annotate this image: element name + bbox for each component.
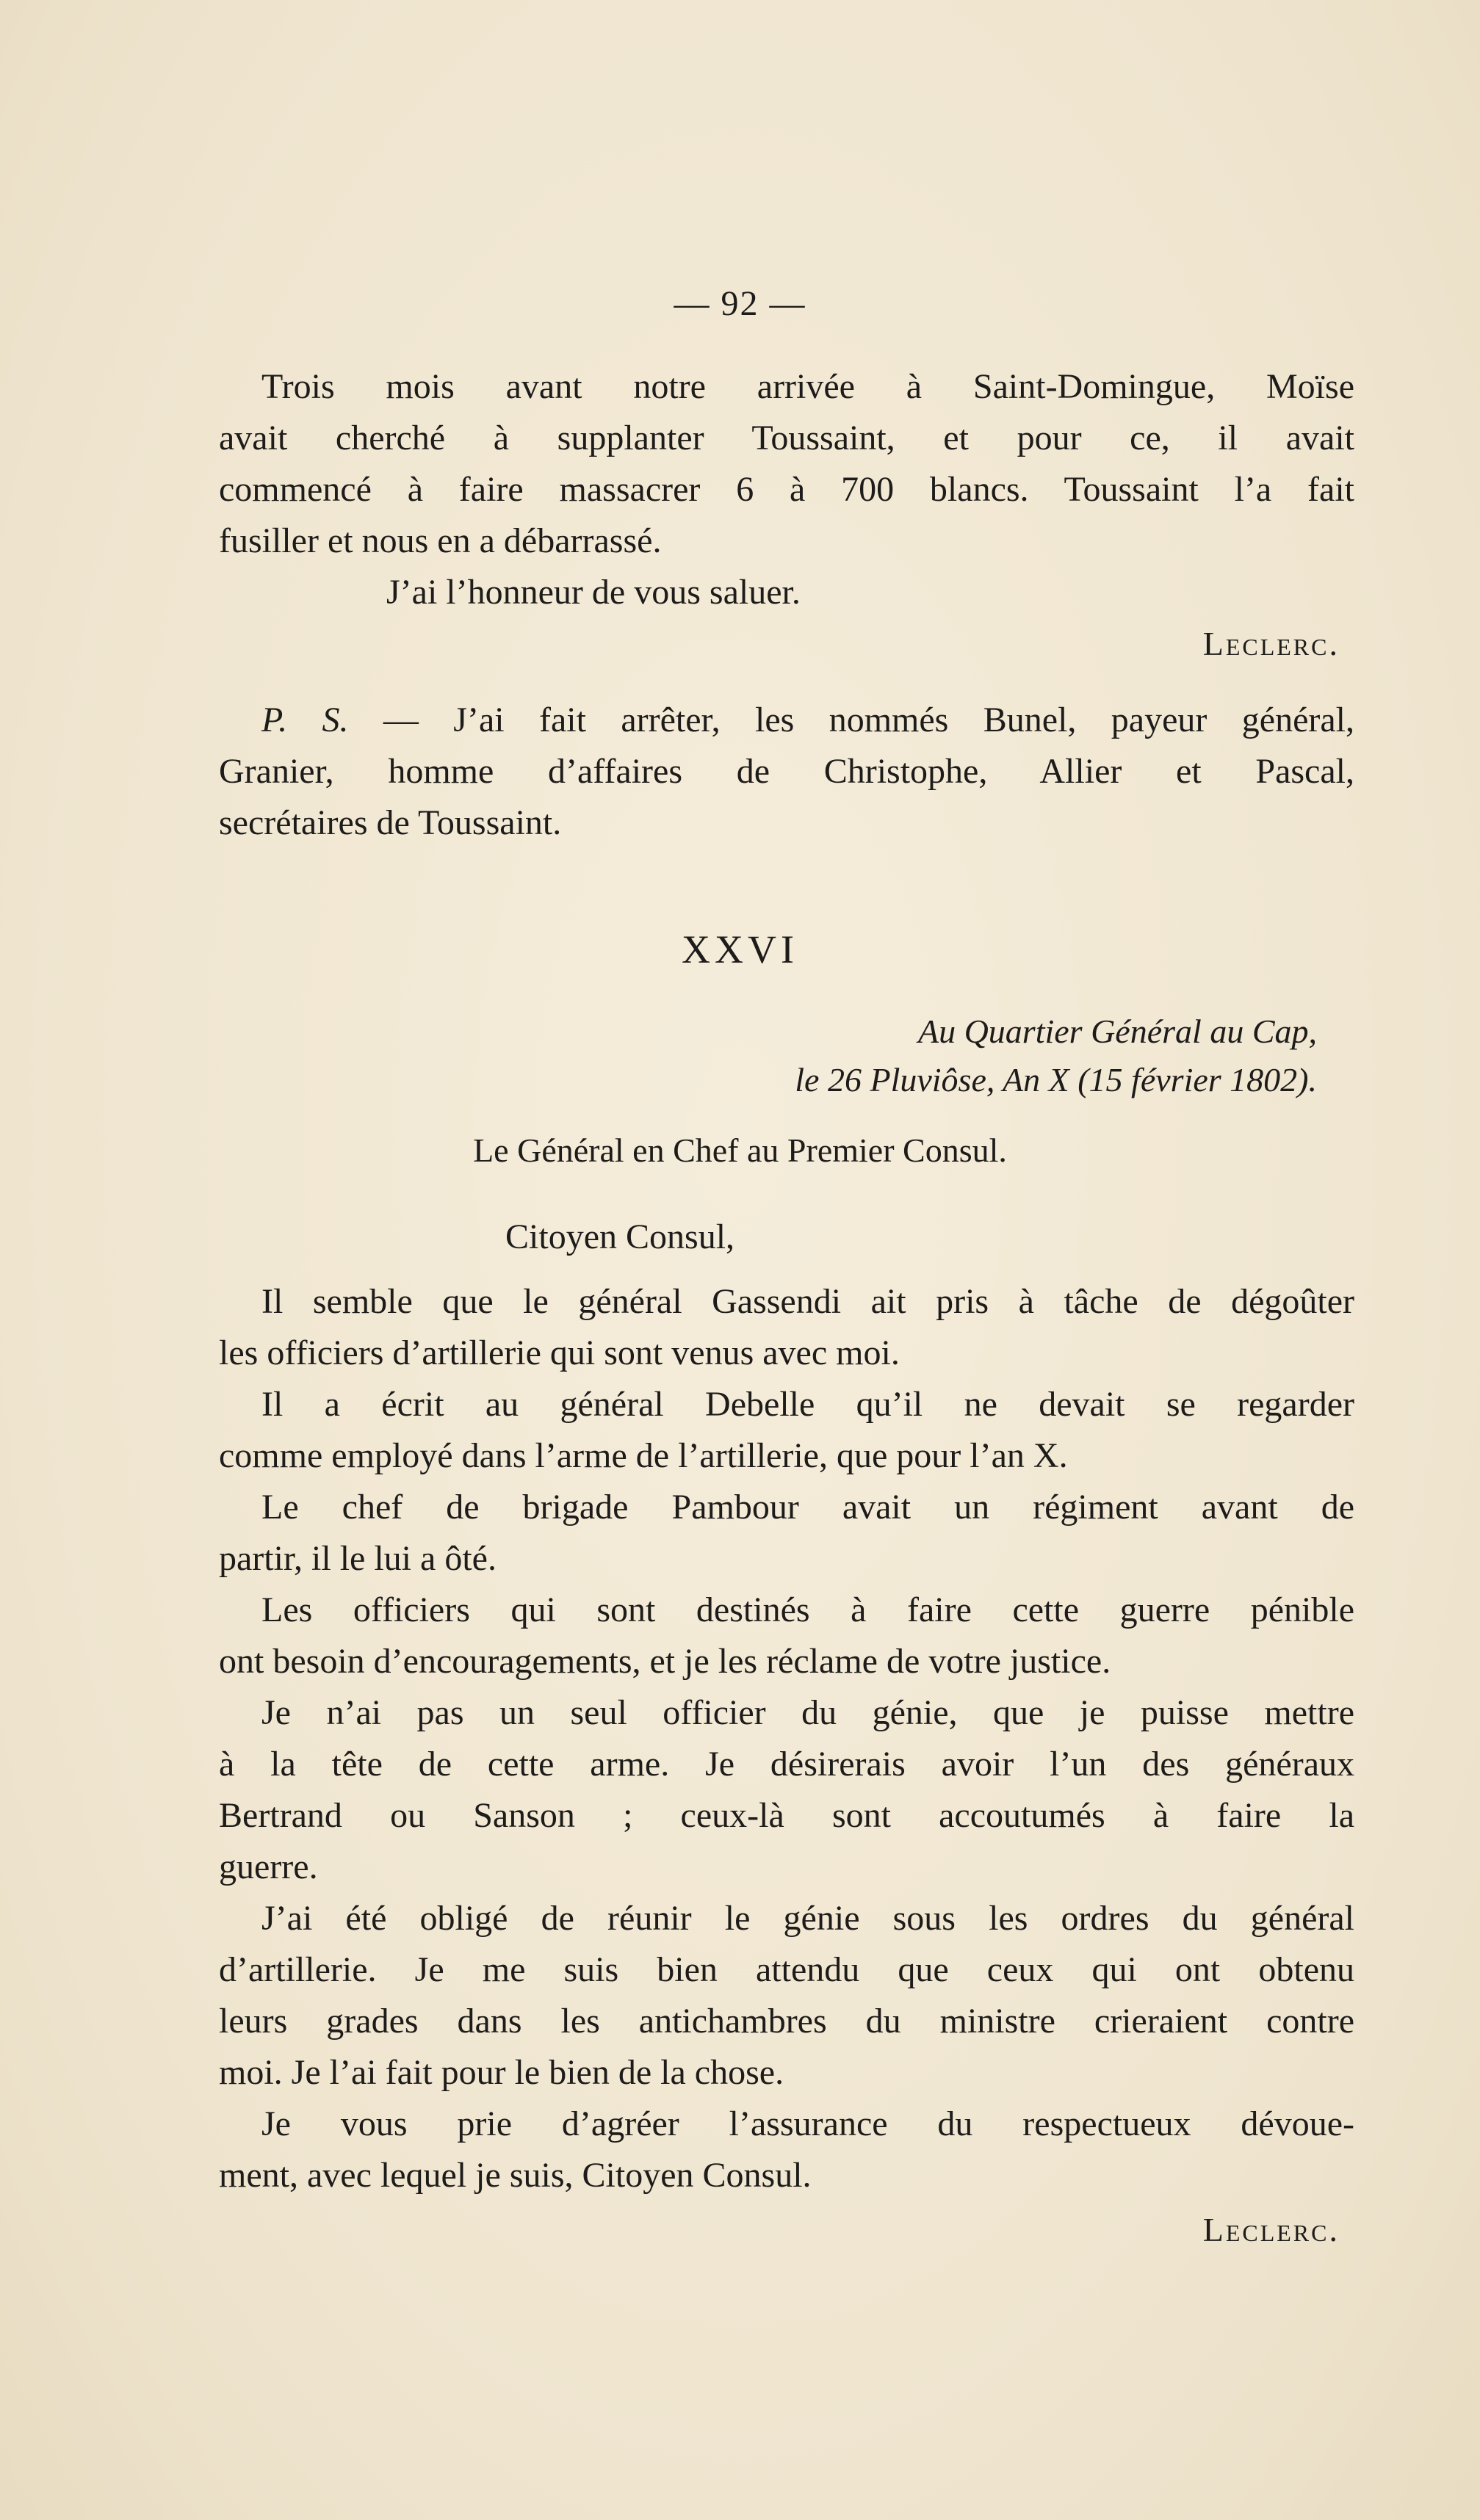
previous-letter-ending bbox=[219, 361, 1354, 849]
postscript-label: P. S. bbox=[261, 700, 349, 739]
letter-line: Les officiers qui sont destinés à faire cette guerre pénible bbox=[261, 1590, 1354, 1629]
letter-line: guerre. bbox=[219, 1847, 318, 1886]
letter-line: Je vous prie d’agréer l’assurance du respectueux dévoue- bbox=[261, 2104, 1354, 2143]
dateline bbox=[795, 1007, 1317, 1104]
text-line: fusiller et nous en a débarrassé. bbox=[219, 521, 662, 560]
letter-line: comme employé dans l’arme de l’artillerie, que pour l’an X. bbox=[219, 1436, 1068, 1475]
letter-line: ont besoin d’encouragements, et je les réclame de votre justice. bbox=[219, 1642, 1111, 1681]
signature: Leclerc. bbox=[1202, 625, 1340, 662]
letter-line: à la tête de cette arme. Je désirerais avoir l’un des généraux bbox=[219, 1745, 1354, 1784]
salutation: Citoyen Consul, bbox=[505, 1217, 735, 1256]
page-number: — 92 — bbox=[674, 284, 806, 323]
text-line: secrétaires de Toussaint. bbox=[219, 803, 562, 842]
letter-line: Le chef de brigade Pambour avait un régiment avant de bbox=[261, 1488, 1354, 1527]
dateline-date: le 26 Pluviôse, An X (15 février 1802). bbox=[795, 1061, 1317, 1098]
letter-body bbox=[219, 1276, 1354, 2201]
letter-line: moi. Je l’ai fait pour le bien de la chose. bbox=[219, 2053, 784, 2092]
final-signature: Leclerc. bbox=[1202, 2211, 1340, 2248]
letter-line: Il a écrit au général Debelle qu’il ne devait se regarder bbox=[261, 1385, 1354, 1424]
letter-line: les officiers d’artillerie qui sont venus avec moi. bbox=[219, 1333, 900, 1372]
letter-heading: Le Général en Chef au Premier Consul. bbox=[473, 1132, 1007, 1169]
text-line: Trois mois avant notre arrivée à Saint-Domingue, Moïse bbox=[261, 367, 1354, 406]
letter-line: Bertrand ou Sanson ; ceux-là sont accoutumés à faire la bbox=[219, 1796, 1354, 1835]
salutation-block bbox=[219, 1212, 1354, 1263]
dateline-place: Au Quartier Général au Cap, bbox=[917, 1013, 1317, 1050]
text-line: Granier, homme d’affaires de Christophe, Allier et Pascal, bbox=[219, 752, 1354, 791]
chapter-number: XXVI bbox=[682, 927, 798, 971]
letter-line: d’artillerie. Je me suis bien attendu que ceux qui ont obtenu bbox=[219, 1950, 1354, 1989]
postscript-line bbox=[219, 695, 1354, 746]
postscript-text: — J’ai fait arrêter, les nommés Bunel, payeur général, bbox=[348, 700, 1354, 739]
closing-formula: J’ai l’honneur de vous saluer. bbox=[386, 573, 801, 612]
letter-line: partir, il le lui a ôté. bbox=[219, 1539, 497, 1578]
text-line: commencé à faire massacrer 6 à 700 blancs. Toussaint l’a fait bbox=[219, 470, 1354, 509]
text-line: avait cherché à supplanter Toussaint, et pour ce, il avait bbox=[219, 419, 1354, 457]
letter-line: J’ai été obligé de réunir le génie sous les ordres du général bbox=[261, 1899, 1354, 1938]
letter-line: leurs grades dans les antichambres du ministre crieraient contre bbox=[219, 2002, 1354, 2041]
letter-line: Je n’ai pas un seul officier du génie, que je puisse mettre bbox=[261, 1693, 1354, 1732]
final-signature-block bbox=[219, 2204, 1354, 2256]
letter-line: ment, avec lequel je suis, Citoyen Consul. bbox=[219, 2156, 812, 2195]
letter-line: Il semble que le général Gassendi ait pris à tâche de dégoûter bbox=[261, 1282, 1354, 1321]
